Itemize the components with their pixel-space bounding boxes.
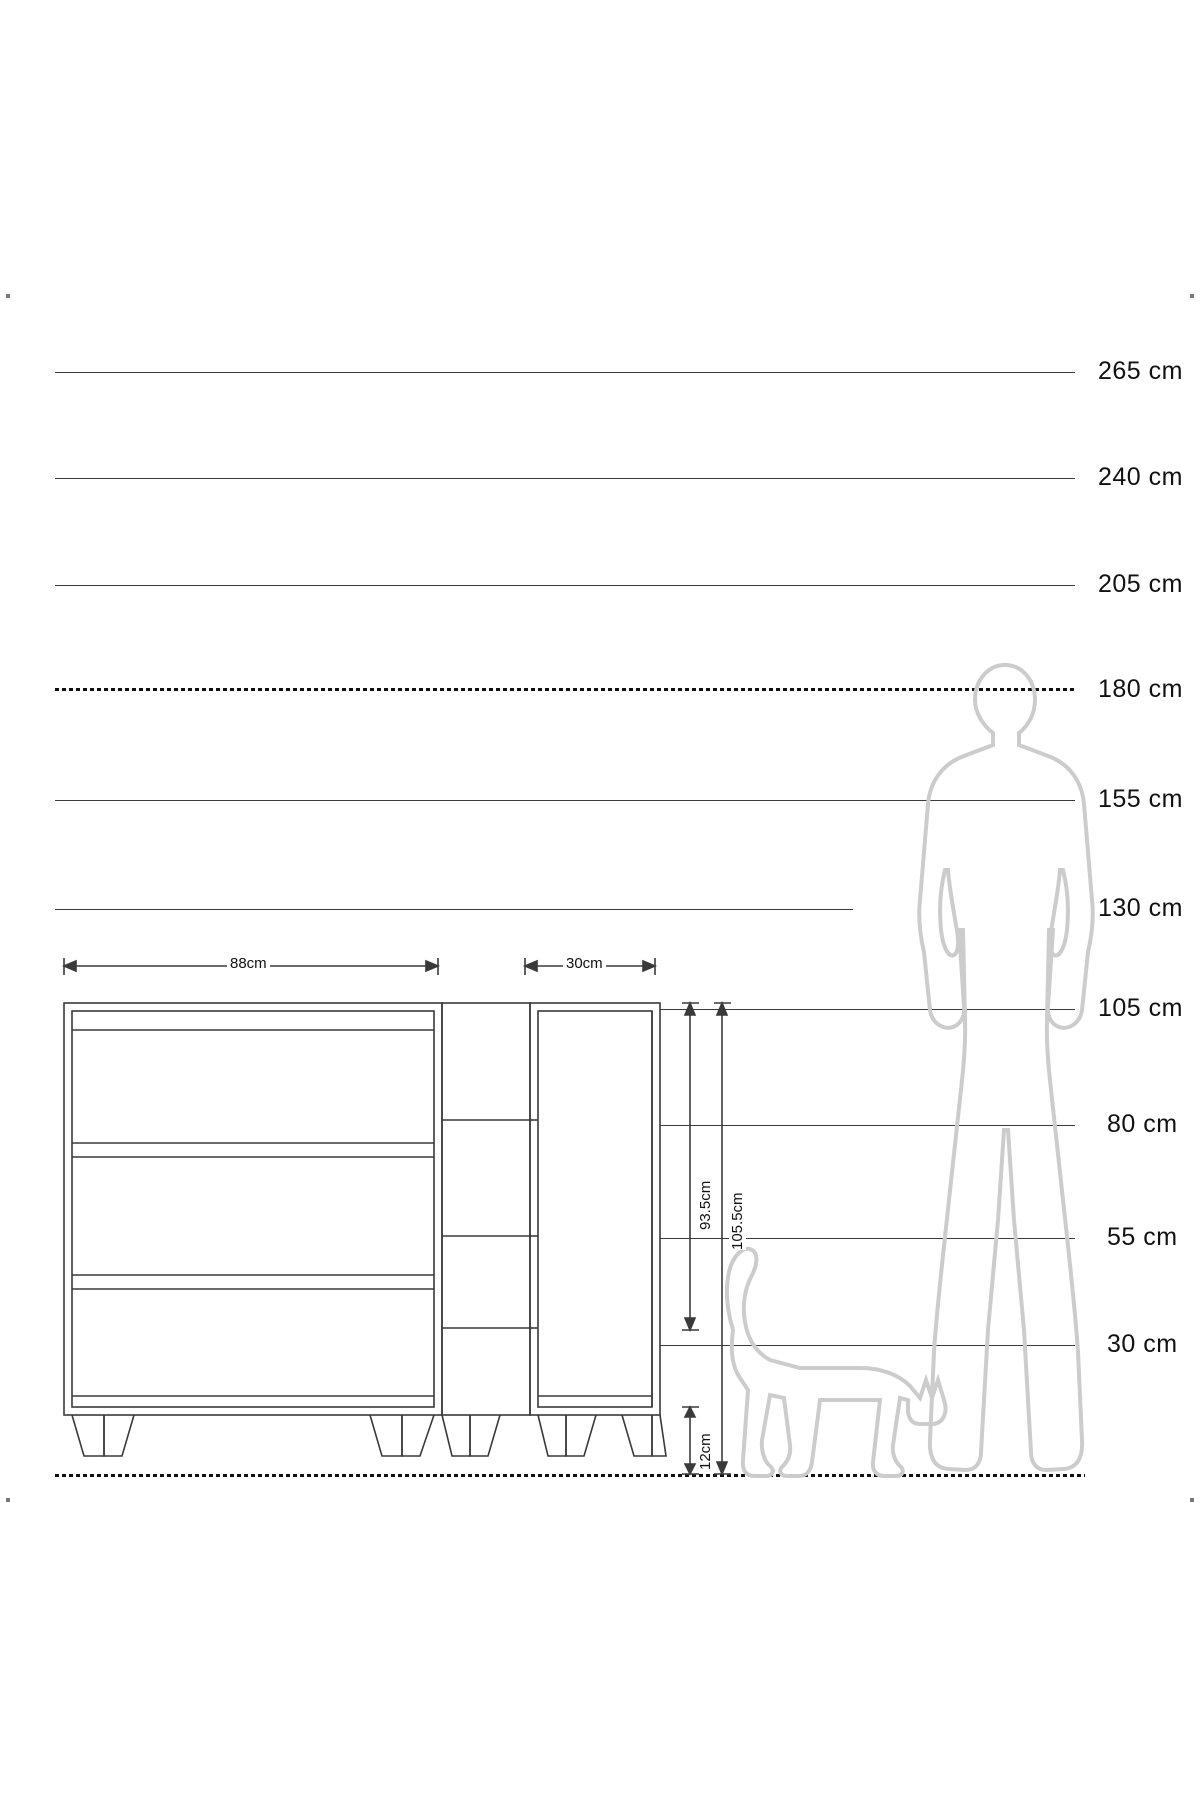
height-label-155: 155 cm [1098, 785, 1183, 813]
height-dimension-93-5 [682, 1003, 699, 1330]
open-shelf-unit-88cm [64, 1003, 442, 1456]
height-line-265 [55, 372, 1075, 373]
height-label-180: 180 cm [1098, 675, 1183, 703]
height-label-105: 105 cm [1098, 994, 1183, 1022]
height-line-80 [660, 1125, 1075, 1126]
cat-silhouette [727, 1249, 946, 1476]
ground-line [55, 1474, 1085, 1477]
corner-mark-bottom-left [6, 1498, 10, 1502]
height-line-105 [660, 1009, 1075, 1010]
corner-mark-top-left [6, 294, 10, 298]
height-label-240: 240 cm [1098, 463, 1183, 491]
height-line-55 [660, 1238, 1075, 1239]
corner-mark-top-right [1190, 294, 1194, 298]
height-label-105-5: 105.5cm [729, 1192, 746, 1250]
man-silhouette [919, 665, 1093, 1470]
height-label-80: 80 cm [1107, 1110, 1178, 1138]
width-label-88: 88cm [227, 955, 270, 972]
height-line-155 [55, 800, 1075, 801]
height-label-205: 205 cm [1098, 570, 1183, 598]
height-line-180-dashed [55, 688, 1077, 691]
height-label-55: 55 cm [1107, 1223, 1178, 1251]
height-line-130 [55, 909, 853, 910]
width-label-30: 30cm [563, 955, 606, 972]
corner-mark-bottom-right [1190, 1498, 1194, 1502]
height-label-265: 265 cm [1098, 357, 1183, 385]
height-line-240 [55, 478, 1075, 479]
height-label-130: 130 cm [1098, 894, 1183, 922]
middle-shelf-unit [442, 1003, 530, 1456]
height-line-30 [660, 1345, 1075, 1346]
height-label-12: 12cm [697, 1433, 714, 1470]
height-label-93-5: 93.5cm [697, 1180, 714, 1230]
height-label-30: 30 cm [1107, 1330, 1178, 1358]
height-line-205 [55, 585, 1075, 586]
cabinet-unit-30cm [530, 1003, 666, 1456]
